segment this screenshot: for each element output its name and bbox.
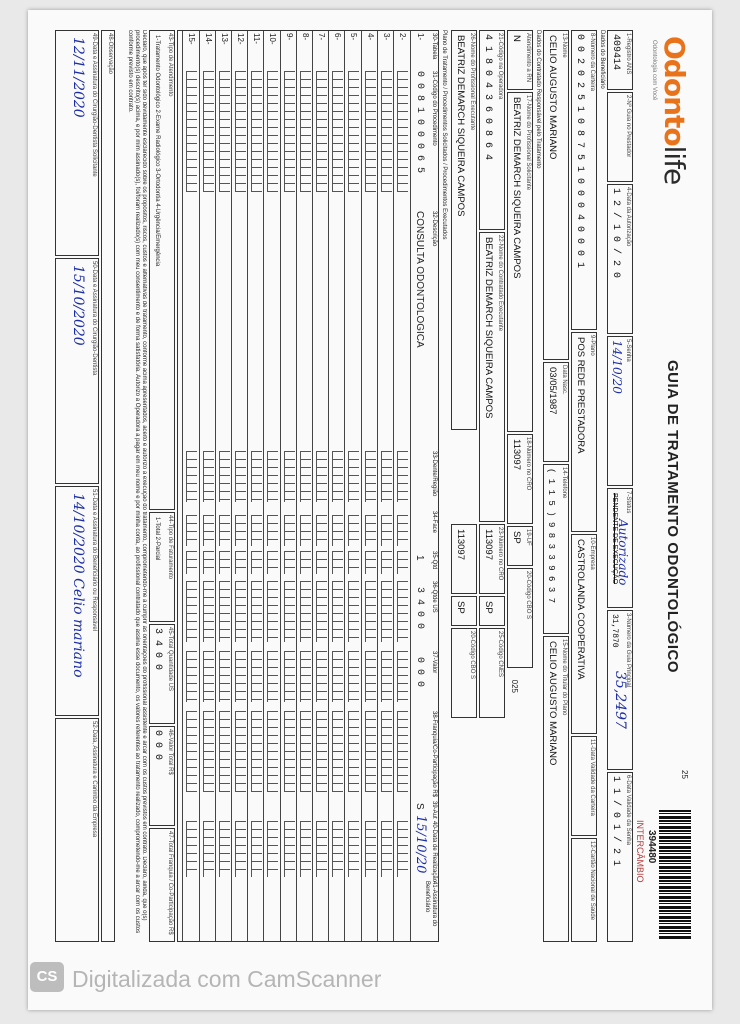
entry-boxes[interactable]: [267, 551, 278, 574]
senha-field: 5-Senha 14/10/20: [607, 336, 633, 486]
cbos-field: 20-Código CBO S 025: [507, 568, 533, 668]
table-row: [199, 31, 216, 941]
row-number: 6-: [333, 33, 343, 41]
row-number: 13-: [219, 33, 229, 45]
entry-boxes[interactable]: [219, 551, 230, 574]
nascimento-field: Data Nasc. 03/05/1987: [543, 362, 569, 462]
table-row: [361, 31, 378, 941]
tipo-atendimento-field: 43-Tipo de Atendimento 1-Tratamento Odontológico 2-Exame Radiológico 3-Ortodontia 4-Urgência/Emergência: [149, 30, 175, 510]
entry-boxes[interactable]: [348, 821, 359, 877]
entry-boxes[interactable]: [300, 651, 311, 702]
entry-boxes[interactable]: [219, 711, 230, 792]
uf3-field: SP: [451, 596, 477, 626]
entry-boxes[interactable]: [332, 515, 343, 546]
row-number: 14-: [203, 33, 213, 45]
side-code: 394480: [646, 830, 657, 864]
total-franquia-field: 47-Total Franquia / Co-Participação R$: [149, 828, 175, 942]
entry-boxes[interactable]: [365, 451, 376, 502]
entry-boxes[interactable]: [186, 451, 197, 502]
entry-boxes[interactable]: [186, 71, 197, 192]
entry-boxes[interactable]: [316, 711, 327, 792]
entry-boxes[interactable]: [284, 551, 295, 574]
row-number: 2-: [398, 33, 407, 41]
row-number: 9-: [284, 33, 294, 41]
row-number: 4-: [365, 33, 375, 41]
entry-boxes[interactable]: [251, 451, 262, 502]
entry-boxes[interactable]: [348, 651, 359, 702]
carimbo-empresa: 52-Data, Assinatura e Carimbo da Empresa: [55, 718, 99, 942]
atendimento-rn-field: Atendimento a RN N: [507, 30, 533, 90]
row-number: 3-: [381, 33, 391, 41]
carteira-field: 8-Número da Carteira 0 0 2 0 2 5 1 0 8 7 5 1 0 0 0 4 0 0 0 1: [571, 30, 597, 330]
row-number: 11-: [252, 33, 262, 44]
entry-boxes[interactable]: [251, 581, 262, 642]
entry-boxes[interactable]: [381, 651, 392, 702]
side-mark: 25: [680, 770, 689, 779]
entry-boxes[interactable]: [300, 551, 311, 574]
side-tag: INTERCÂMBIO: [635, 820, 645, 883]
entry-boxes[interactable]: [381, 581, 392, 642]
entry-boxes[interactable]: [284, 821, 295, 877]
entry-boxes[interactable]: [284, 581, 295, 642]
entry-boxes[interactable]: [203, 711, 214, 792]
entry-boxes[interactable]: [251, 711, 262, 792]
table-row: [296, 31, 313, 941]
beneficiario-section-label: Dados do Beneficiário: [599, 30, 605, 89]
cns-field: 12-Cartão Nacional de Saúde: [571, 838, 597, 942]
data-autorizacao-field: 4-Data da Autorização 1 2 / 1 0 / 2 0: [607, 184, 633, 334]
table-row: [328, 31, 345, 941]
telefone-field: 14-Telefone ( 1 1 5 ) 9 8 3 3 9 6 3 7: [543, 464, 569, 634]
entry-boxes[interactable]: [365, 821, 376, 877]
entry-boxes[interactable]: [235, 451, 246, 502]
entry-boxes[interactable]: [219, 821, 230, 877]
entry-boxes[interactable]: [203, 71, 214, 192]
entry-boxes[interactable]: [348, 451, 359, 502]
dental-treatment-form: [45, 30, 695, 990]
entry-boxes[interactable]: [365, 581, 376, 642]
entry-boxes[interactable]: [267, 581, 278, 642]
cro-field: 18-Número no CRO 113097: [507, 434, 533, 524]
entry-boxes[interactable]: [365, 651, 376, 702]
entry-boxes[interactable]: [316, 821, 327, 877]
entry-boxes[interactable]: [284, 651, 295, 702]
brand-tagline: Odontologia com Você: [651, 40, 657, 101]
table-row: [393, 31, 410, 941]
table-row: [215, 31, 232, 941]
table-row: [182, 31, 199, 941]
entry-boxes[interactable]: [316, 581, 327, 642]
entry-boxes[interactable]: [397, 71, 408, 192]
entry-boxes[interactable]: [300, 581, 311, 642]
entry-boxes[interactable]: [381, 711, 392, 792]
cbos3-field: 20-Código CBO S: [451, 628, 477, 718]
procedimentos-section-label: Plano de Tratamento / Procedimentos Solicitados / Procedimentos Executados: [441, 30, 447, 240]
entry-boxes[interactable]: [203, 651, 214, 702]
entry-boxes[interactable]: [365, 551, 376, 574]
validade-senha-field: 6-Data Validade da Senha 1 1 / 0 1 / 2 1: [607, 772, 633, 942]
table-row: [263, 31, 280, 941]
entry-boxes[interactable]: [381, 515, 392, 546]
entry-boxes[interactable]: [267, 651, 278, 702]
entry-boxes[interactable]: [219, 581, 230, 642]
entry-boxes[interactable]: [284, 71, 295, 192]
entry-boxes[interactable]: [348, 551, 359, 574]
entry-boxes[interactable]: [186, 821, 197, 877]
entry-boxes[interactable]: [316, 71, 327, 192]
entry-boxes[interactable]: [365, 711, 376, 792]
camscanner-watermark: Digitalizada com CamScanner: [72, 966, 382, 992]
form-title: GUIA DE TRATAMENTO ODONTOLÓGICO: [664, 360, 681, 673]
entry-boxes[interactable]: [219, 515, 230, 546]
entry-boxes[interactable]: [284, 515, 295, 546]
valor-total-field: 46-Valor Total R$ 0 0 0: [149, 726, 175, 826]
entry-boxes[interactable]: [348, 515, 359, 546]
entry-boxes[interactable]: [381, 451, 392, 502]
entry-boxes[interactable]: [203, 821, 214, 877]
entry-boxes[interactable]: [235, 651, 246, 702]
empresa-field: 10-Empresa CASTROLANDA COOPERATIVA: [571, 534, 597, 734]
table-row: [344, 31, 361, 941]
total-us-field: 45-Total Quantidade US 3 4 0 0: [149, 624, 175, 724]
entry-boxes[interactable]: [251, 551, 262, 574]
entry-boxes[interactable]: [186, 581, 197, 642]
entry-boxes[interactable]: [235, 515, 246, 546]
nome-beneficiario-field: 13-Nome CELIO AUGUSTO MARIANO: [543, 30, 569, 360]
entry-boxes[interactable]: [219, 451, 230, 502]
entry-boxes[interactable]: [284, 451, 295, 502]
numero-guia-field: 2-Nº Guia no Prestador: [607, 92, 633, 182]
validade-carteira-field: 11-Data Validade da Carteira: [571, 736, 597, 836]
entry-boxes[interactable]: [332, 71, 343, 192]
row-number: 7-: [317, 33, 326, 41]
cnes-field: 25-Código CNES: [479, 628, 505, 718]
entry-boxes[interactable]: [267, 515, 278, 546]
uf-field: 19-UF SP: [507, 526, 533, 566]
table-row: [377, 31, 394, 941]
entry-boxes[interactable]: [397, 821, 408, 877]
row-number: 8-: [300, 33, 310, 41]
entry-boxes[interactable]: [219, 651, 230, 702]
entry-boxes[interactable]: [300, 711, 311, 792]
entry-boxes[interactable]: [316, 551, 327, 574]
entry-boxes[interactable]: [381, 551, 392, 574]
titular-field: 15-Nome do Titular do Plano CELIO AUGUSTO MARIANO: [543, 636, 569, 942]
entry-boxes[interactable]: [365, 515, 376, 546]
entry-boxes[interactable]: [365, 71, 376, 192]
plano-field: 9-Plano POS REDE PRESTADORA: [571, 332, 597, 532]
entry-boxes[interactable]: [316, 451, 327, 502]
entry-boxes[interactable]: [332, 581, 343, 642]
entry-boxes[interactable]: [300, 515, 311, 546]
entry-boxes[interactable]: [332, 711, 343, 792]
entry-boxes[interactable]: [381, 821, 392, 877]
assinatura-cd-executante: 50-Data e Assinatura do Cirurgião-Dentista 15/10/2020: [55, 258, 99, 484]
entry-boxes[interactable]: [235, 821, 246, 877]
entry-boxes[interactable]: [251, 651, 262, 702]
registro-ans-field: 1-Registro ANS 409414: [607, 30, 633, 90]
assinatura-cd-solicitante: 49-Data e Assinatura do Cirurgião-Dentista Solicitante 12/11/2020: [55, 30, 99, 256]
table-row: [231, 31, 248, 941]
entry-boxes[interactable]: [203, 451, 214, 502]
barcode: [659, 810, 691, 940]
entry-boxes[interactable]: [267, 821, 278, 877]
entry-boxes[interactable]: [284, 711, 295, 792]
entry-boxes[interactable]: [235, 71, 246, 192]
row-number: 12-: [236, 33, 245, 45]
entry-boxes[interactable]: [219, 71, 230, 192]
entry-boxes[interactable]: [397, 515, 408, 546]
entry-boxes[interactable]: [203, 551, 214, 574]
entry-boxes[interactable]: [203, 581, 214, 642]
entry-boxes[interactable]: [348, 71, 359, 192]
odontolife-logo: Odontolife: [658, 36, 691, 185]
entry-boxes[interactable]: [397, 711, 408, 792]
entry-boxes[interactable]: [397, 451, 408, 502]
entry-boxes[interactable]: [186, 551, 197, 574]
procedures-table: 30-Tabela 31-Código do Procedimento 32-Descrição 33-Dente/Região 34-Face 35-Qtd 36-Qtde US 37-Valor 38-Franquia/Co-Participação R$ 39-Aut 40-Data de Realização 41-Assinatura do Beneficiário 1- 0 0 8 1 0 0 0 6 5 CONSULTA ODONTOLOGICA 1 3 4 0 0 0 0 0 S 15/10/20 2- 3- 4- 5- 6- 7- 8- 9- 10- 11- 12- 13- 14- 15-: [177, 30, 439, 942]
entry-boxes[interactable]: [397, 651, 408, 702]
entry-boxes[interactable]: [316, 651, 327, 702]
profissional-solicitante-field: 17-Nome do Profissional Solicitante BEATRIZ DEMARCH SIQUEIRA CAMPOS: [507, 92, 533, 432]
camscanner-icon: CS: [30, 962, 64, 992]
row-number: 10-: [268, 33, 278, 45]
entry-boxes[interactable]: [348, 711, 359, 792]
uf2-field: SP: [479, 596, 505, 626]
entry-boxes[interactable]: [235, 581, 246, 642]
entry-boxes[interactable]: [267, 711, 278, 792]
entry-boxes[interactable]: [300, 451, 311, 502]
declaration-text: Declaro, que após ter sido devidamente esclarecido sobre os propósitos, riscos, custos e alternativas de tratamento, conforme acima apresentados, aceito e autorizo a execução do tratamento, comprometendo-me a cumprir as orientações do profissional assistente e arcar com os custos previstos em contrato. Declaro, ainda, que o(s) procedimento(s) descrito(s) acima, e por mim assinado(s), foi/foram realizado(s) com meu consentimento e de forma satisfatória. Autorizo a Operadora a pagar em meu nome e por minha conta, ao profissional contratado que assina esse documento, os valores referentes ao tratamento realizado, comprometendo-me a arcar com os custos conforme previsto em contrato.: [127, 30, 147, 934]
entry-boxes[interactable]: [251, 821, 262, 877]
entry-boxes[interactable]: [316, 515, 327, 546]
entry-boxes[interactable]: [397, 581, 408, 642]
entry-boxes[interactable]: [332, 821, 343, 877]
observacao-field: 48-Observação: [101, 30, 115, 942]
entry-boxes[interactable]: [235, 711, 246, 792]
table-row: [247, 31, 264, 941]
entry-boxes[interactable]: [332, 451, 343, 502]
entry-boxes[interactable]: [235, 551, 246, 574]
cro2-field: 23-Número no CRO 113097: [479, 524, 505, 594]
entry-boxes[interactable]: [186, 711, 197, 792]
entry-boxes[interactable]: [251, 71, 262, 192]
entry-boxes[interactable]: [186, 651, 197, 702]
entry-boxes[interactable]: [300, 821, 311, 877]
cro3-field: 113097: [451, 524, 477, 594]
entry-boxes[interactable]: [397, 551, 408, 574]
status-field: 7-Status PENDENTE DE EXECUÇÃO Autorizado: [607, 488, 633, 608]
executante-field: 26-Nome do Profissional Executante BEATRIZ DEMARCH SIQUEIRA CAMPOS: [451, 30, 477, 430]
entry-boxes[interactable]: [186, 515, 197, 546]
entry-boxes[interactable]: [267, 451, 278, 502]
scanned-paper: [28, 10, 712, 1010]
entry-boxes[interactable]: [381, 71, 392, 192]
row-number: 15-: [187, 33, 197, 45]
entry-boxes[interactable]: [203, 515, 214, 546]
codigo-operadora-field: 21-Código na Operadora 4 1 8 0 4 3 6 0 8 6 4: [479, 30, 505, 230]
entry-boxes[interactable]: [251, 515, 262, 546]
table-row: [312, 31, 329, 941]
guia-principal-field: 3-Número da Guia Principal 31,7870 35,2497: [607, 610, 633, 770]
table-row: [280, 31, 297, 941]
assinatura-beneficiario: 51-Data e Assinatura do Beneficiário ou Responsável 14/10/2020 Celio mariano: [55, 486, 99, 716]
row-number: 5-: [349, 33, 359, 41]
solicitante-section-label: Dados do Contratado Responsável pelo Tratamento: [535, 30, 541, 169]
entry-boxes[interactable]: [348, 581, 359, 642]
table-row: 1- 0 0 8 1 0 0 0 6 5 CONSULTA ODONTOLOGICA 1 3 4 0 0 0 0 0 S 15/10/20: [410, 31, 428, 941]
entry-boxes[interactable]: [332, 651, 343, 702]
entry-boxes[interactable]: [267, 71, 278, 192]
tipo-faturamento-field: 44-Tipo de Faturamento 1-Total 2-Parcial: [149, 512, 175, 622]
contratado-field: 22-Nome do Contratado Executante BEATRIZ DEMARCH SIQUEIRA CAMPOS: [479, 232, 505, 522]
entry-boxes[interactable]: [332, 551, 343, 574]
entry-boxes[interactable]: [300, 71, 311, 192]
